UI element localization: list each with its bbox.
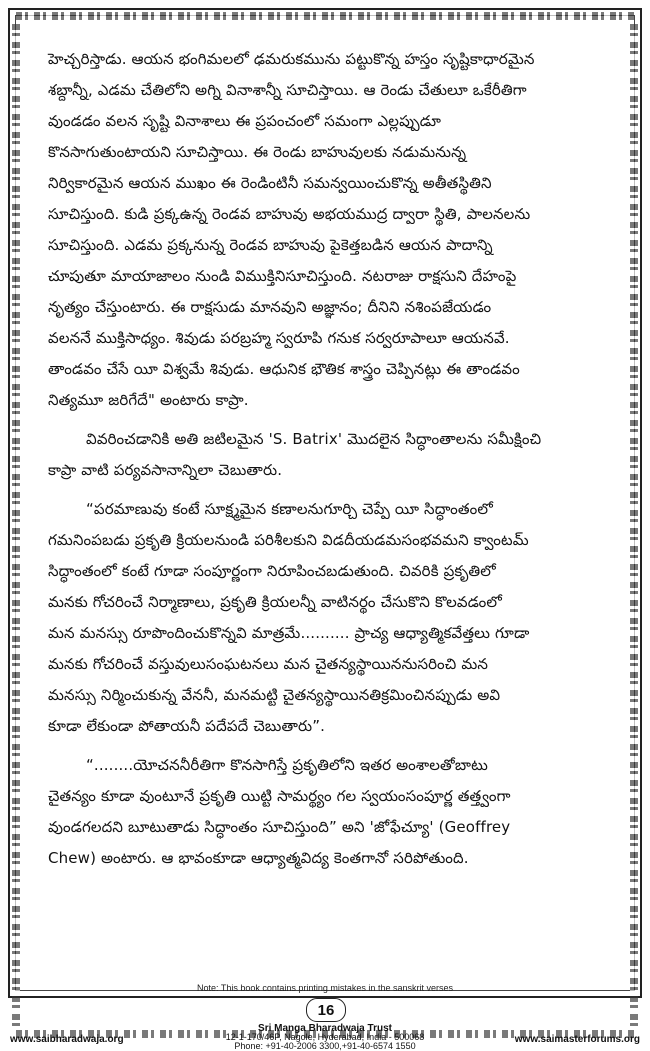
text-line: వుండడం వలన సృష్టి వినాశాలు ఈ ప్రపంచంలో సమంగా ఎల్లప్పుడూ (48, 112, 442, 130)
text-line: కాప్రా వాటి పర్యవసానాన్నిలా చెబుతారు. (48, 461, 283, 479)
text-line: మనస్సు నిర్మించుకున్న వేననీ, మనమట్టి చైతన్యస్థాయినతిక్రమించినప్పుడు అవి (48, 686, 501, 704)
text-line: మనకు గోచరించే నిర్మాణాలు, ప్రకృతి క్రియలన్నీ వాటినర్థం చేసుకొని కొలవడంలో (48, 593, 502, 611)
text-line: సూచిస్తుంది. ఎడమ ప్రక్కనున్న రెండవ బాహువు పైకెత్తబడిన ఆయన పాదాన్ని (48, 236, 493, 254)
trust-address: 12-1-170/46P, Nagole, Hyderabad, India - 500068 (225, 1032, 425, 1042)
text-line: వివరించడానికి అతి జటిలమైన 'S. Batrix' మొదలైన సిద్ధాంతాలను సమీక్షించి (86, 430, 542, 448)
text-line: గమనింపబడు ప్రకృతి క్రియలనుండి పరిశీలకుని విడదీయడమసంభవమని క్వాంటమ్ (48, 531, 529, 549)
page-number: 16 (306, 998, 346, 1022)
decorative-border-left (12, 24, 20, 1026)
text-line: హెచ్చరిస్తాడు. ఆయన భంగిమలలో ఢమరుకమును పట్టుకొన్న హస్తం సృష్టికాధారమైన (48, 50, 535, 68)
text-line: కూడా లేకుండా పోతాయనీ పదేపదే చెబుతారు”. (48, 717, 326, 735)
decorative-border-top (16, 12, 634, 20)
text-line: శబ్దాన్నీ, ఎడమ చేతిలోని అగ్ని వినాశాన్నీ సూచిస్తాయి. ఆ రెండు చేతులూ ఒకేరీతిగా (48, 81, 527, 99)
paragraph-2 (48, 424, 604, 486)
text-line: “పరమాణువు కంటే సూక్ష్మమైన కణాలనుగూర్చి చెప్పే యీ సిద్ధాంతంలో (86, 500, 493, 518)
paragraph-1 (48, 44, 604, 416)
website-right[interactable]: www.saimasterforums.org (514, 1034, 640, 1045)
text-line: చైతన్యం కూడా వుంటూనే ప్రకృతి యిట్టి సామర్థ్యం గల స్వయంసంపూర్ణ తత్త్వంగా (48, 787, 511, 805)
paragraph-4 (48, 750, 604, 874)
text-line: “........యోచననీరీతిగా కొనసాగిస్తే ప్రకృతిలోని ఇతర అంశాలతోబాటు (86, 756, 488, 774)
text-line: నిత్యమూ జరిగేదే" అంటారు కాప్రా. (48, 391, 249, 409)
text-line: నృత్యం చేస్తుంటారు. ఈ రాక్షసుడు మానవుని అజ్ఞానం; దీనిని నశింపజేయడం (48, 298, 492, 316)
text-line: మనకు గోచరించే వస్తువులుసంఘటనలు మన చైతన్యస్థాయిననుసరించి మన (48, 655, 489, 673)
decorative-border-right (630, 24, 638, 1026)
text-line: వలననే ముక్తిసాధ్యం. శివుడు పరబ్రహ్మ స్వరూపి గనుక సర్వరూపాలూ ఆయనవే. (48, 329, 510, 347)
printing-note: Note: This book contains printing mistakes in the sanskrit verses (197, 983, 453, 993)
page-text (48, 44, 604, 874)
text-line: నిర్వికారమైన ఆయన ముఖం ఈ రెండింటినీ సమన్వయించుకొన్న అతీతస్థితిని (48, 174, 492, 192)
text-line: Chew) అంటారు. ఆ భావంకూడా ఆధ్యాత్మవిద్య కెంతగానో సరిపోతుంది. (48, 849, 469, 867)
website-left[interactable]: www.saibharadwaja.org (10, 1034, 124, 1045)
text-line: కొనసాగుతుంటాయని సూచిస్తాయి. ఈ రెండు బాహువులకు నడుమనున్న (48, 143, 467, 161)
text-line: వుండగలదని బూటుతాడు సిద్ధాంతం సూచిస్తుంది” అని 'జోఫేచ్యూ' (Geoffrey (48, 818, 511, 836)
text-line: సిద్ధాంతంలో కంటే గూడా సంపూర్ణంగా నిరూపించబడుతుంది. చివరికి ప్రకృతిలో (48, 562, 496, 580)
text-line: తాండవం చేసే యీ విశ్వమే శివుడు. ఆధునిక భౌతిక శాస్త్రం చెప్పినట్లు ఈ తాండవం (48, 360, 520, 378)
text-line: మన మనస్సు రూపొందించుకొన్నవి మాత్రమే.......... ప్రాచ్య ఆధ్యాత్మికవేత్తలు గూడా (48, 624, 530, 642)
text-line: సూచిస్తుంది. కుడి ప్రక్కఉన్న రెండవ బాహువు అభయముద్ర ద్వారా స్థితి, పాలనలను (48, 205, 531, 223)
trust-name: Sri Manga Bharadwaja Trust (258, 1023, 392, 1034)
trust-phone: Phone: +91-40-2006 3300,+91-40-6574 1550 (234, 1041, 416, 1051)
text-line: చూపుతూ మాయాజాలం నుండి విముక్తినిసూచిస్తుంది. నటరాజు రాక్షసుని దేహంపై (48, 267, 517, 285)
paragraph-3 (48, 494, 604, 742)
